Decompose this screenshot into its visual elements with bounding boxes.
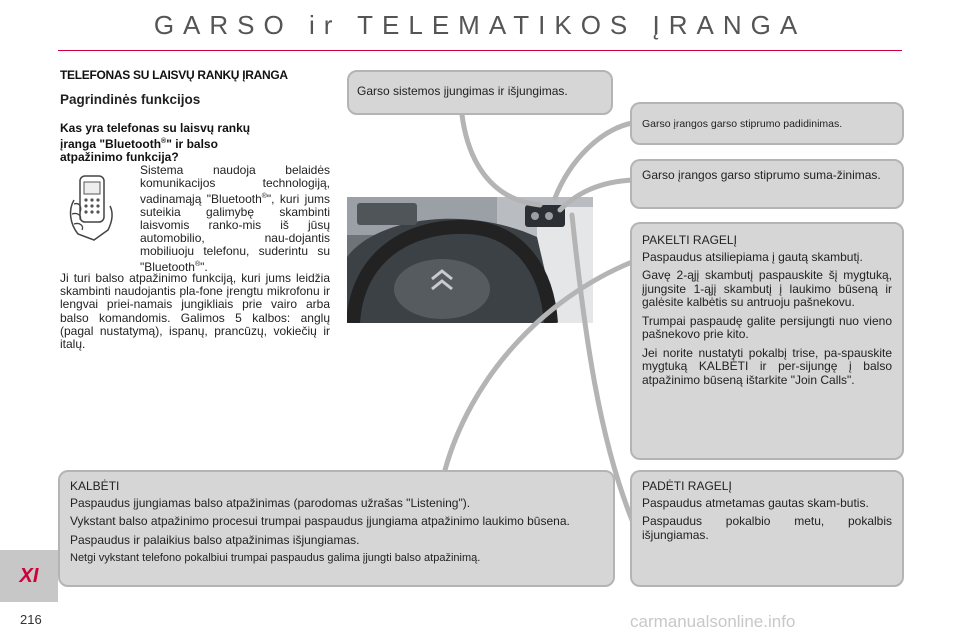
chapter-tab [0, 550, 58, 602]
callout-hang-up-heading: PADĖTI RAGELĮ [642, 479, 732, 493]
callout-talk-heading: KALBĖTI [70, 479, 120, 493]
callout-talk-p3: Paspaudus ir palaikius balso atpažinimas išjungiamas. [70, 532, 360, 547]
callout-volume-down [630, 159, 904, 209]
title-divider [58, 50, 902, 51]
steering-wheel-photo [347, 197, 593, 323]
watermark: carmanualsonline.info [630, 612, 796, 631]
section-title: TELEFONAS SU LAISVŲ RANKŲ ĮRANGA [60, 68, 288, 82]
registered-mark: ® [161, 138, 167, 145]
callout-pick-up-heading: PAKELTI RAGELĮ [642, 233, 737, 247]
callout-pick-up-p4: Jei norite nustatyti pokalbį trise, pa-spauskite mygtuką KALBĖTI ir per-sijungę į balso atpažinimo būseną ištarkite "Join Calls". [642, 345, 892, 387]
page-number: 216 [20, 612, 42, 627]
question-line-1: Kas yra telefonas su laisvų rankų [60, 121, 251, 135]
callout-talk-p4: Netgi vykstant telefono pokalbiui trumpai paspaudus galima įjungti balso atpažinimą. [70, 552, 481, 564]
callout-pick-up-p2: Gavę 2-ąjį skambutį paspauskite šį mygtuką, įjungsite 1-ąjį skambutį į laukimo būseną ir galėsite kalbėtis su antruoju pašnekovu. [642, 268, 892, 309]
callout-volume-down-text: Garso įrangos garso stiprumo suma-žinimas. [642, 168, 881, 182]
page-title: GARSO ir TELEMATIKOS ĮRANGA [153, 10, 807, 40]
callout-pick-up-p3: Trumpai paspaudę galite persijungti nuo vieno pašnekovo prie kito. [642, 313, 892, 341]
question-line-3: atpažinimo funkcija? [60, 150, 179, 164]
intro-paragraph [140, 164, 330, 274]
callout-pick-up [630, 222, 904, 460]
registered-mark: ® [261, 193, 267, 200]
callout-hang-up-p1: Paspaudus atmetamas gautas skam-butis. [642, 495, 869, 510]
question-heading [60, 122, 330, 164]
question-line-2 [60, 135, 330, 151]
callout-talk-p2: Vykstant balso atpažinimo procesui trumpai paspaudus įjungiama atpažinimo laukimo būsena. [70, 514, 570, 528]
callout-talk-p1: Paspaudus įjungiamas balso atpažinimas (parodomas užrašas "Listening"). [70, 495, 471, 510]
callout-hang-up-p2: Paspaudus pokalbio metu, pokalbis išjungiamas. [642, 514, 892, 542]
callout-pick-up-p1: Paspaudus atsiliepiama į gautą skambutį. [642, 249, 863, 264]
phone-hand-icon [64, 170, 126, 242]
callout-power [347, 70, 613, 115]
callout-hang-up [630, 470, 904, 587]
question-line-2-text: įranga "Bluetooth [60, 137, 162, 151]
registered-mark: ® [194, 261, 201, 268]
callout-volume-up [630, 102, 904, 145]
callout-talk [58, 470, 615, 587]
body-paragraph: Ji turi balso atpažinimo funkciją, kuri jums leidžia skambinti naudojantis pla-fone įrengtu mikrofonu ir lengvai priei-namais jungikliais prie vairo arba balso komandomis. Galimos 5 kalbos: anglų (pagal nustatymą), ispanų, prancūzų, vokiečių ir italų. [60, 271, 330, 352]
intro-text: Sistema naudoja belaidės komunikacijos technologiją, vadinamąją "Bluetooth [140, 163, 330, 206]
intro-text-end: ". [200, 260, 208, 274]
callout-volume-up-text: Garso įrangos garso stiprumo padidinimas. [642, 118, 843, 130]
intro-text-mid: ", kuri jums suteikia galimybę skambinti laisvomis ranko-mis iš jūsų automobilio, nau-dojantis mobiliuoju telefonu, suderintu su "Bluetooth [140, 192, 331, 274]
sub-title: Pagrindinės funkcijos [60, 92, 201, 107]
chapter-number: XI [19, 564, 39, 587]
question-line-2-end: " ir balso [166, 137, 218, 151]
callout-power-text: Garso sistemos įjungimas ir išjungimas. [357, 84, 568, 98]
